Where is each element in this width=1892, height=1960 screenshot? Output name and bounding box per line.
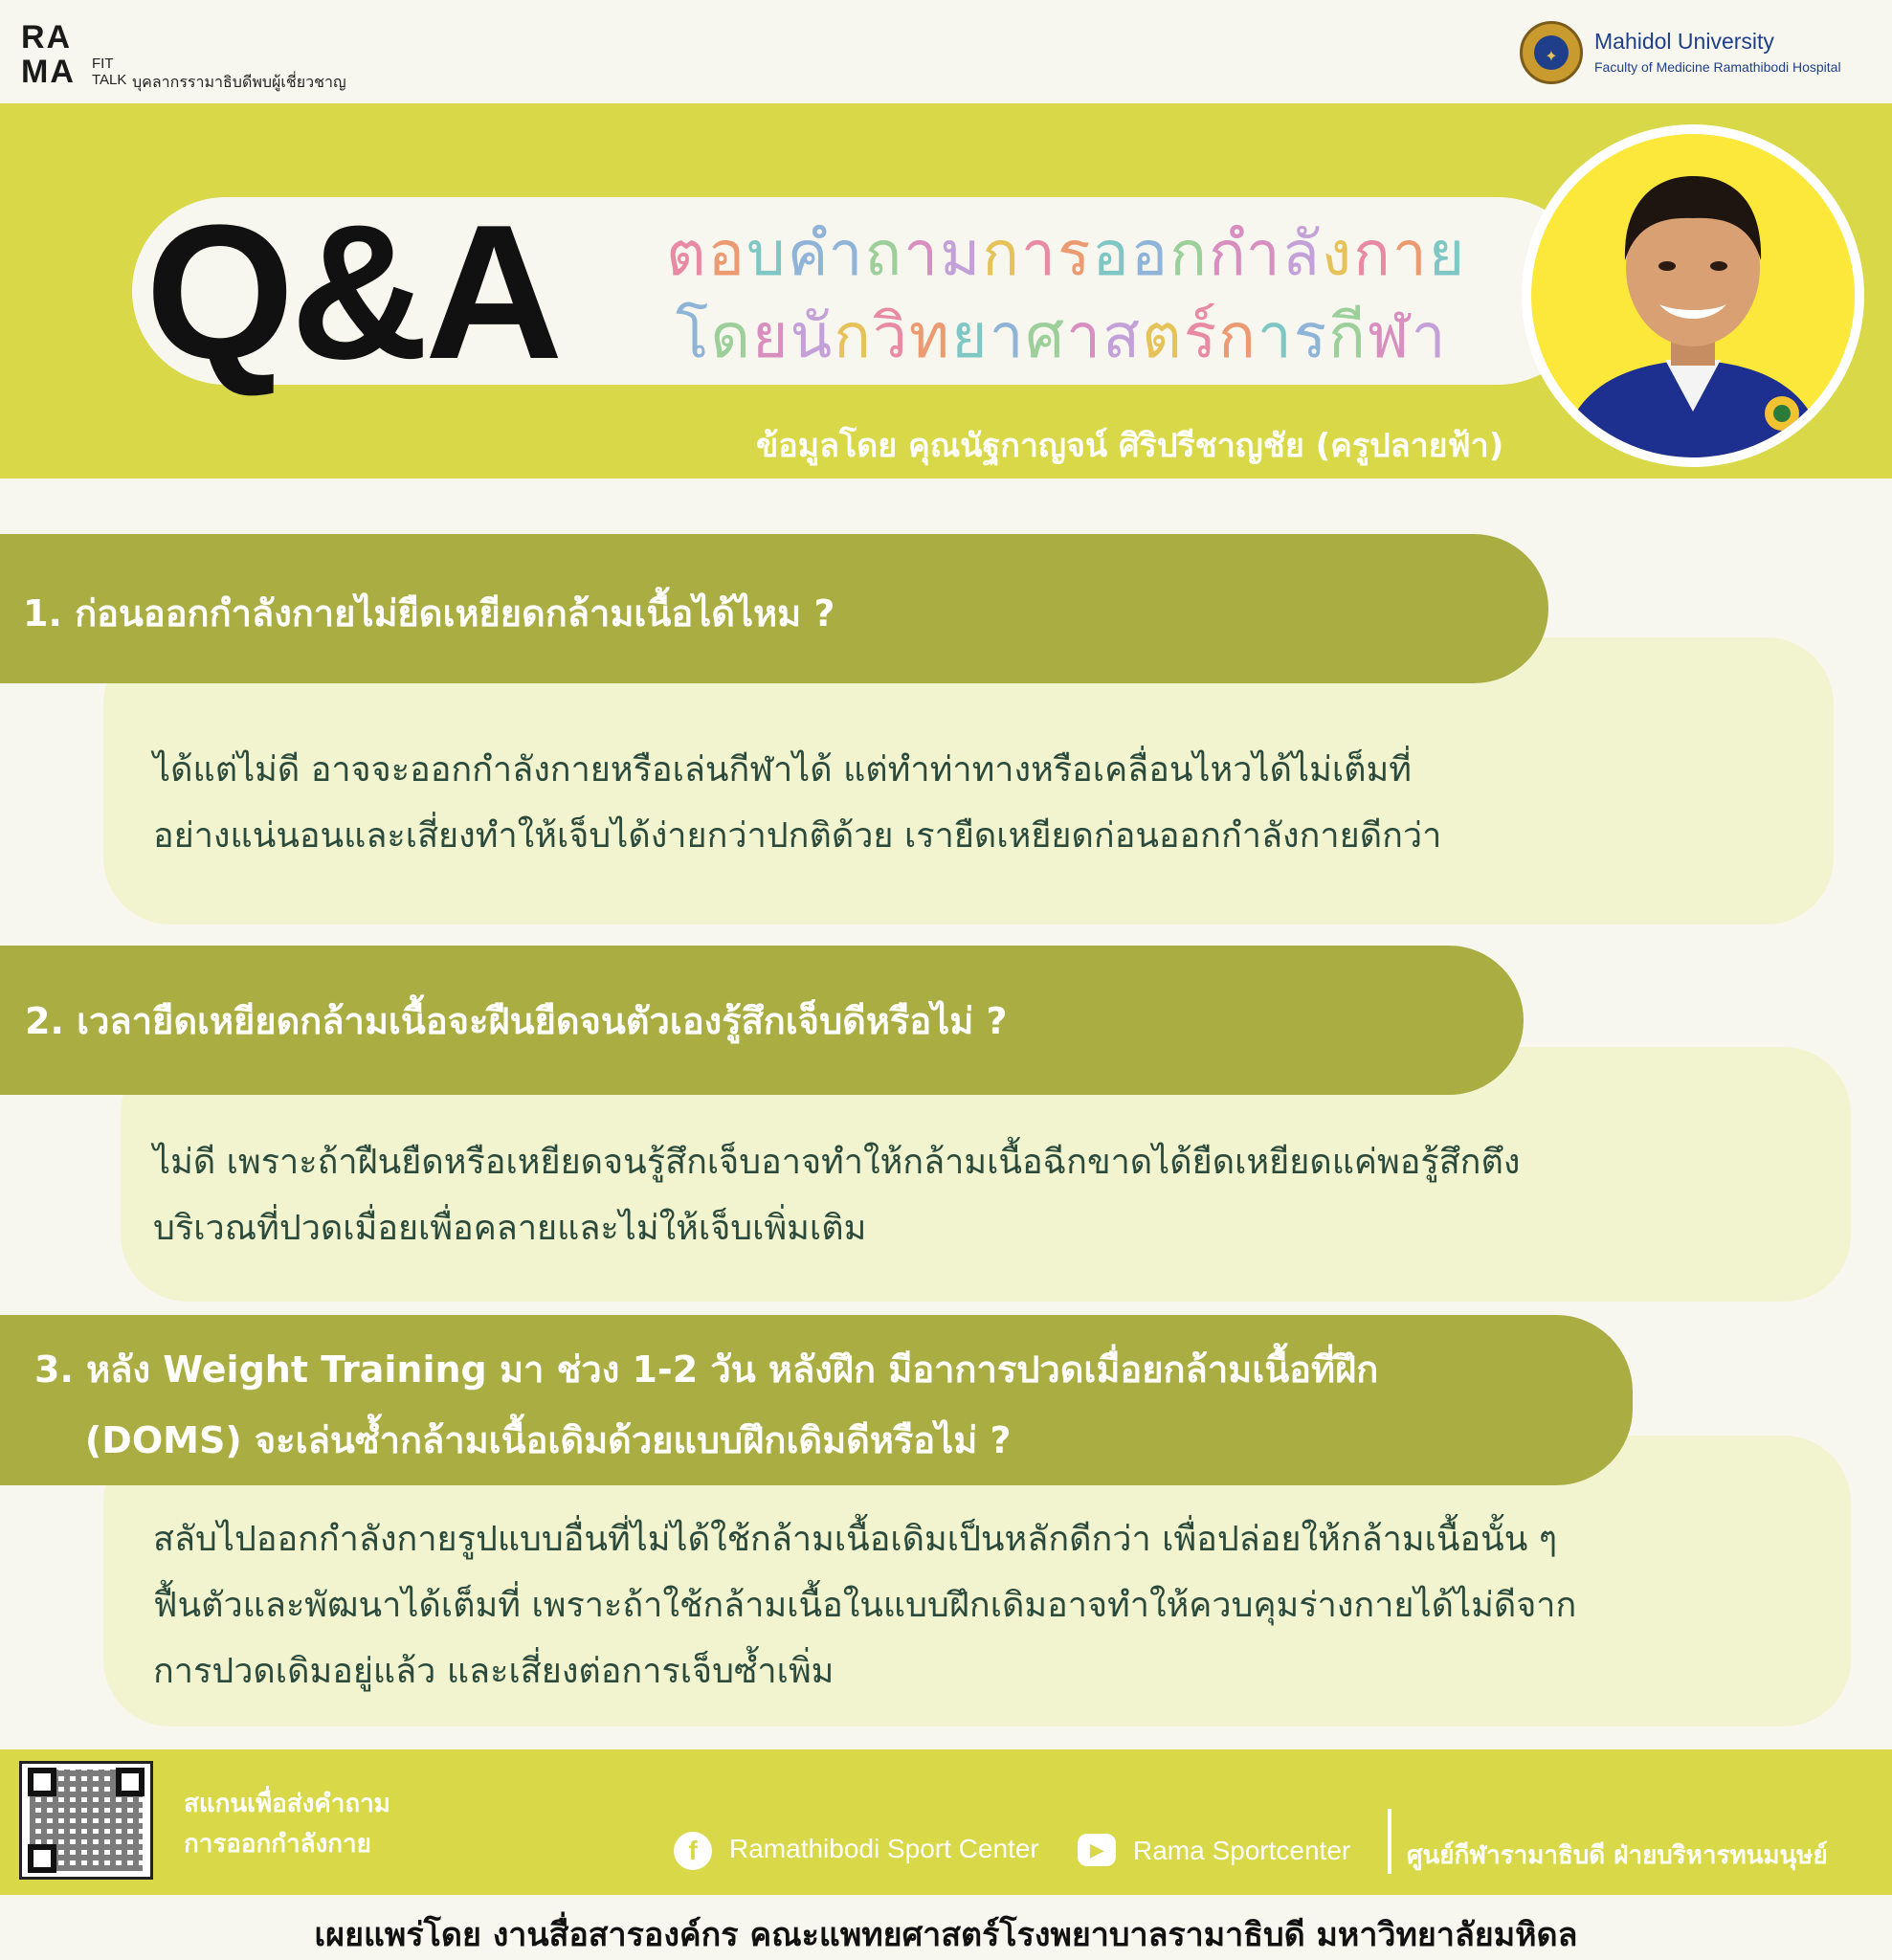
- department-name: ศูนย์กีฬารามาธิบดี ฝ่ายบริหารทนมนุษย์: [1407, 1841, 1828, 1870]
- hero-heading-glyph: า: [1257, 301, 1294, 372]
- hero-heading-glyph: า: [989, 301, 1026, 372]
- hero-heading-glyph: กี: [1328, 301, 1368, 372]
- hero-heading-glyph: ย: [1428, 219, 1467, 290]
- rama-logo-line2: MA: [21, 54, 76, 90]
- person-illustration-icon: [1531, 134, 1855, 457]
- hero-heading-glyph: อ: [1130, 219, 1170, 290]
- facebook-link[interactable]: Ramathibodi Sport Center: [729, 1834, 1039, 1863]
- footer-banner: [0, 1749, 1892, 1895]
- hero-heading-glyph: ลั: [1281, 219, 1322, 290]
- hero-heading-glyph: า: [1391, 219, 1429, 290]
- hero-heading-glyph: กำ: [1208, 219, 1282, 290]
- hero-heading-glyph: ก: [1169, 219, 1209, 290]
- question-3-line: (DOMS) จะเล่นซ้ำกล้ามเนื้อเดิมด้วยแบบฝึกเดิมดีหรือไม่ ?: [34, 1419, 1012, 1461]
- hero-heading-glyph: า: [1021, 219, 1057, 290]
- qr-code[interactable]: [19, 1761, 153, 1880]
- publisher-credit: เผยแพร่โดย งานสื่อสารองค์กร คณะแพทยศาสตร์โรงพยาบาลรามาธิบดี มหาวิทยาลัยมหิดล: [314, 1916, 1578, 1954]
- footer-divider: [1388, 1809, 1391, 1874]
- answer-3: [153, 1506, 1576, 1704]
- fit-label: FIT: [92, 56, 114, 72]
- scan-prompt-line1: สแกนเพื่อส่งคำถาม: [184, 1790, 390, 1818]
- university-seal-icon: ✦: [1520, 21, 1583, 84]
- hero-heading-glyph: ถ: [864, 219, 904, 290]
- hero-heading-glyph: า: [903, 219, 941, 290]
- top-header: [0, 0, 1892, 103]
- youtube-icon[interactable]: ▶: [1078, 1834, 1116, 1866]
- qa-title: Q&A: [145, 186, 560, 399]
- hero-credit: ข้อมูลโดย คุณนัฐกาญจน์ ศิริปรีชาญชัย (ครูปลายฟ้า): [756, 427, 1504, 465]
- hero-heading-glyph: วิ: [872, 301, 909, 372]
- hero-heading-line1: [666, 216, 1466, 293]
- question-2: [25, 984, 1008, 1058]
- hero-heading-glyph: า: [1411, 301, 1448, 372]
- answer-1: [153, 737, 1441, 869]
- hero-heading-glyph: ย: [951, 301, 990, 372]
- expert-portrait: [1531, 134, 1855, 457]
- rama-fit-talk-logo: [21, 21, 385, 98]
- answer-3-line: สลับไปออกกำลังกายรูปแบบอื่นที่ไม่ได้ใช้กล้ามเนื้อเดิมเป็นหลักดีกว่า เพื่อปล่อยให้กล้ามเนื้อนั้น ๆ: [153, 1520, 1558, 1559]
- answer-2: [153, 1129, 1520, 1261]
- hero-heading-glyph: ม: [940, 219, 983, 290]
- hero-heading-glyph: นั: [790, 301, 835, 372]
- hero-heading-glyph: ส: [1102, 301, 1143, 372]
- hero-heading-glyph: ศ: [1025, 301, 1067, 372]
- faculty-name: Faculty of Medicine Ramathibodi Hospital: [1594, 59, 1841, 75]
- hero-heading-glyph: โ: [676, 301, 711, 372]
- hero-heading-glyph: า: [1066, 301, 1103, 372]
- answer-2-line: บริเวณที่ปวดเมื่อยเพื่อคลายและไม่ให้เจ็บเพิ่มเติม: [153, 1209, 867, 1248]
- answer-1-line: ได้แต่ไม่ดี อาจจะออกกำลังกายหรือเล่นกีฬาได้ แต่ทำท่าทางหรือเคลื่อนไหวได้ไม่เต็มที่: [153, 750, 1412, 790]
- hero-heading-glyph: ร: [1293, 301, 1329, 372]
- hero-heading-glyph: คำ: [787, 219, 865, 290]
- hero-heading-glyph: ย: [751, 301, 790, 372]
- program-subtitle: บุคลากรรามาธิบดีพบผู้เชี่ยวชาญ: [132, 73, 346, 91]
- hero-heading-glyph: ง: [1321, 219, 1354, 290]
- hero-heading-glyph: ต: [1142, 301, 1184, 372]
- hero-banner: [0, 103, 1892, 479]
- answer-2-line: ไม่ดี เพราะถ้าฝืนยืดหรือเหยียดจนรู้สึกเจ็บอาจทำให้กล้ามเนื้อฉีกขาดได้ยืดเหยียดแค่พอรู้สึกตึง: [153, 1143, 1521, 1182]
- rama-logo-line1: RA: [21, 19, 73, 56]
- hero-heading-glyph: ด: [710, 301, 752, 372]
- answer-3-line: ฟื้นตัวและพัฒนาได้เต็มที่ เพราะถ้าใช้กล้ามเนื้อในแบบฝึกเดิมอาจทำให้ควบคุมร่างกายได้ไม่ดีจาก: [153, 1586, 1577, 1625]
- hero-heading-glyph: ท: [908, 301, 952, 372]
- hero-heading-glyph: ก: [1353, 219, 1392, 290]
- scan-prompt-line2: การออกกำลังกาย: [184, 1830, 371, 1859]
- hero-heading-glyph: ก: [834, 301, 873, 372]
- hero-heading-glyph: บ: [746, 219, 788, 290]
- hero-heading-glyph: ร: [1057, 219, 1093, 290]
- university-name: Mahidol University: [1594, 29, 1774, 54]
- hero-heading-line2: [676, 299, 1448, 375]
- facebook-icon[interactable]: f: [674, 1832, 712, 1870]
- hero-heading-glyph: ก: [982, 219, 1021, 290]
- answer-3-line: การปวดเดิมอยู่แล้ว และเสี่ยงต่อการเจ็บซ้ำเพิ่ม: [153, 1652, 835, 1691]
- hero-heading-glyph: ก: [1218, 301, 1258, 372]
- answer-1-line: อย่างแน่นอนและเสี่ยงทำให้เจ็บได้ง่ายกว่าปกติด้วย เรายืดเหยียดก่อนออกกำลังกายดีกว่า: [153, 816, 1442, 856]
- talk-label: TALK: [92, 72, 127, 88]
- mahidol-university-logo: [1520, 21, 1874, 90]
- hero-heading-glyph: ร์: [1183, 301, 1219, 372]
- question-2-line: 2. เวลายืดเหยียดกล้ามเนื้อจะฝืนยืดจนตัวเองรู้สึกเจ็บดีหรือไม่ ?: [25, 1000, 1008, 1042]
- question-3: [34, 1334, 1378, 1476]
- hero-heading-glyph: ต: [666, 219, 708, 290]
- question-1-line: 1. ก่อนออกกำลังกายไม่ยืดเหยียดกล้ามเนื้อได้ไหม ?: [23, 592, 835, 635]
- hero-heading-glyph: อ: [707, 219, 746, 290]
- hero-heading-glyph: ฬ: [1367, 301, 1412, 372]
- youtube-link[interactable]: Rama Sportcenter: [1133, 1836, 1351, 1865]
- hero-heading-glyph: อ: [1092, 219, 1131, 290]
- question-1: [23, 576, 835, 651]
- question-3-line: 3. หลัง Weight Training มา ช่วง 1-2 วัน หลังฝึก มีอาการปวดเมื่อยกล้ามเนื้อที่ฝึก: [34, 1348, 1379, 1391]
